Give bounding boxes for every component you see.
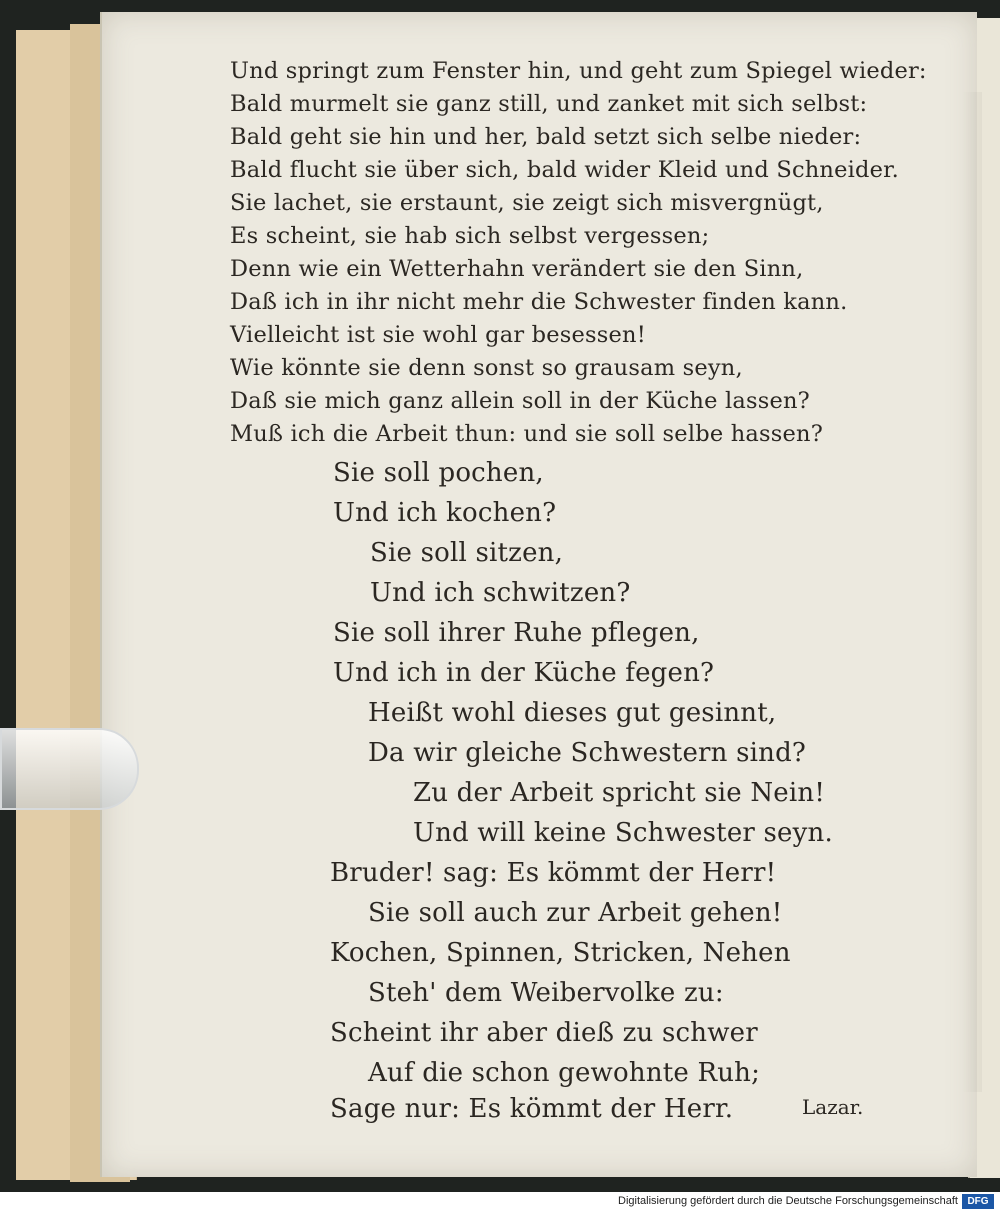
- text-line: Muß ich die Arbeit thun: und sie soll selbe hassen?: [230, 421, 823, 447]
- text-line: Kochen, Spinnen, Stricken, Nehen: [330, 938, 791, 968]
- text-line: Zu der Arbeit spricht sie Nein!: [413, 778, 825, 808]
- text-line: Daß ich in ihr nicht mehr die Schwester finden kann.: [230, 289, 848, 315]
- page-shadow: [962, 92, 982, 1092]
- text-line: Denn wie ein Wetterhahn verändert sie den Sinn,: [230, 256, 804, 282]
- text-line: Auf die schon gewohnte Ruh;: [368, 1058, 761, 1088]
- text-line: Und ich in der Küche fegen?: [333, 658, 715, 688]
- text-line: Und springt zum Fenster hin, und geht zum Spiegel wieder:: [230, 58, 927, 84]
- text-line: Und will keine Schwester seyn.: [413, 818, 833, 848]
- text-line: Bald geht sie hin und her, bald setzt sich selbe nieder:: [230, 124, 862, 150]
- text-line: Und ich kochen?: [333, 498, 557, 528]
- text-line: Bald flucht sie über sich, bald wider Kleid und Schneider.: [230, 157, 899, 183]
- text-line: Sie lachet, sie erstaunt, sie zeigt sich misvergnügt,: [230, 190, 824, 216]
- author-signature: Lazar.: [802, 1095, 864, 1119]
- text-line: Heißt wohl dieses gut gesinnt,: [368, 698, 777, 728]
- text-line: Sie soll pochen,: [333, 458, 544, 488]
- text-line: Es scheint, sie hab sich selbst vergessen;: [230, 223, 710, 249]
- text-line: Bald murmelt sie ganz still, und zanket mit sich selbst:: [230, 91, 868, 117]
- digitization-footer: [0, 1192, 1000, 1212]
- text-line: Sie soll ihrer Ruhe pflegen,: [333, 618, 700, 648]
- text-line: Scheint ihr aber dieß zu schwer: [330, 1018, 758, 1048]
- text-line: Bruder! sag: Es kömmt der Herr!: [330, 858, 777, 888]
- text-line: Sie soll auch zur Arbeit gehen!: [368, 898, 783, 928]
- text-line: Steh' dem Weibervolke zu:: [368, 978, 724, 1008]
- text-line: Vielleicht ist sie wohl gar besessen!: [230, 322, 646, 348]
- text-line: Sage nur: Es kömmt der Herr.: [330, 1094, 734, 1124]
- text-line: Wie könnte sie denn sonst so grausam seyn,: [230, 355, 743, 381]
- text-line: Da wir gleiche Schwestern sind?: [368, 738, 807, 768]
- text-line: Daß sie mich ganz allein soll in der Küche lassen?: [230, 388, 810, 414]
- clip-marker: [0, 728, 139, 810]
- text-line: Sie soll sitzen,: [370, 538, 564, 568]
- text-line: Und ich schwitzen?: [370, 578, 631, 608]
- dfg-logo: DFG: [962, 1194, 994, 1209]
- funding-credit: Digitalisierung gefördert durch die Deutsche Forschungsgemeinschaft: [618, 1195, 958, 1207]
